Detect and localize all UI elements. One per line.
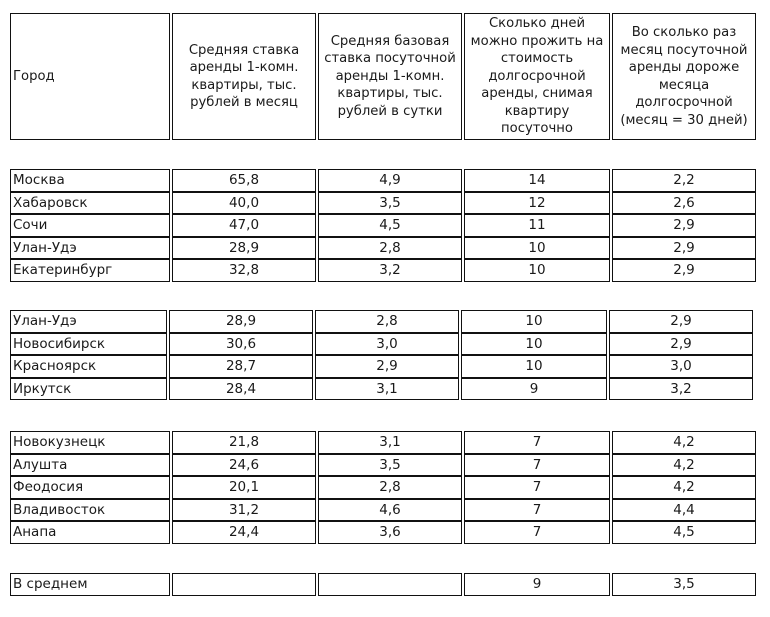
city-cell: Алушта (10, 454, 170, 477)
value-cell: 2,9 (612, 259, 756, 282)
table-row (10, 476, 756, 499)
table-row (10, 499, 756, 522)
value-cell: 10 (461, 333, 607, 356)
value-cell: 3,5 (318, 192, 462, 215)
city-cell: Новосибирск (10, 333, 167, 356)
city-cell: Улан-Удэ (10, 310, 167, 333)
table-row (10, 521, 756, 544)
header-monthly-rent: Средняя ставка аренды 1-комн. квартиры, тыс. рублей в месяц (172, 13, 316, 140)
table-row (10, 355, 756, 378)
table-row (10, 310, 756, 333)
header-daily-rent: Средняя базовая ставка посуточной аренды 1-комн. квартиры, тыс. рублей в сутки (318, 13, 462, 140)
value-cell: 4,4 (612, 499, 756, 522)
value-cell: 3,0 (315, 333, 459, 356)
city-cell: Улан-Удэ (10, 237, 170, 260)
value-cell: 3,5 (318, 454, 462, 477)
table-row (10, 192, 756, 215)
value-cell: 3,0 (609, 355, 753, 378)
value-cell: 10 (464, 237, 610, 260)
city-cell: Анапа (10, 521, 170, 544)
value-cell (172, 573, 316, 596)
table-header (10, 13, 756, 140)
value-cell: 10 (461, 310, 607, 333)
city-cell: Хабаровск (10, 192, 170, 215)
value-cell: 24,6 (172, 454, 316, 477)
value-cell: 7 (464, 431, 610, 454)
value-cell: 10 (461, 355, 607, 378)
value-cell: 4,5 (612, 521, 756, 544)
value-cell: 3,1 (315, 378, 459, 401)
city-cell: Москва (10, 169, 170, 192)
value-cell: 2,6 (612, 192, 756, 215)
value-cell: 14 (464, 169, 610, 192)
value-cell: 2,9 (609, 310, 753, 333)
table-row (10, 214, 756, 237)
value-cell: 7 (464, 476, 610, 499)
table-group-2 (10, 310, 756, 400)
value-cell: 4,5 (318, 214, 462, 237)
city-cell: Феодосия (10, 476, 170, 499)
table-row (10, 378, 756, 401)
value-cell (318, 573, 462, 596)
city-cell: Красноярск (10, 355, 167, 378)
header-days: Сколько дней можно прожить на стоимость долгосрочной аренды, снимая квартиру посуточно (464, 13, 610, 140)
value-cell: 40,0 (172, 192, 316, 215)
value-cell: 32,8 (172, 259, 316, 282)
value-cell: 31,2 (172, 499, 316, 522)
header-ratio: Во сколько раз месяц посуточной аренды дороже месяца долгосрочной (месяц = 30 дней) (612, 13, 756, 140)
city-cell: В среднем (10, 573, 170, 596)
value-cell: 4,6 (318, 499, 462, 522)
value-cell: 30,6 (169, 333, 313, 356)
table-group-average (10, 573, 756, 596)
value-cell: 4,2 (612, 476, 756, 499)
table-row (10, 454, 756, 477)
value-cell: 9 (464, 573, 610, 596)
value-cell: 3,5 (612, 573, 756, 596)
value-cell: 9 (461, 378, 607, 401)
value-cell: 2,8 (318, 237, 462, 260)
city-cell: Иркутск (10, 378, 167, 401)
value-cell: 3,6 (318, 521, 462, 544)
value-cell: 2,9 (315, 355, 459, 378)
value-cell: 65,8 (172, 169, 316, 192)
header-city: Город (10, 13, 170, 140)
value-cell: 28,4 (169, 378, 313, 401)
city-cell: Владивосток (10, 499, 170, 522)
value-cell: 28,7 (169, 355, 313, 378)
table-group-1 (10, 169, 756, 282)
table-row (10, 333, 756, 356)
value-cell: 7 (464, 454, 610, 477)
table-row (10, 169, 756, 192)
table-group-3 (10, 431, 756, 544)
value-cell: 12 (464, 192, 610, 215)
city-cell: Екатеринбург (10, 259, 170, 282)
value-cell: 28,9 (172, 237, 316, 260)
value-cell: 3,2 (609, 378, 753, 401)
value-cell: 2,9 (612, 214, 756, 237)
value-cell: 21,8 (172, 431, 316, 454)
city-cell: Новокузнецк (10, 431, 170, 454)
value-cell: 47,0 (172, 214, 316, 237)
value-cell: 3,1 (318, 431, 462, 454)
value-cell: 20,1 (172, 476, 316, 499)
table-row (10, 573, 756, 596)
value-cell: 2,8 (315, 310, 459, 333)
table-row (10, 237, 756, 260)
value-cell: 2,8 (318, 476, 462, 499)
table-row (10, 431, 756, 454)
value-cell: 7 (464, 499, 610, 522)
value-cell: 2,2 (612, 169, 756, 192)
value-cell: 4,2 (612, 454, 756, 477)
value-cell: 2,9 (612, 237, 756, 260)
value-cell: 7 (464, 521, 610, 544)
city-cell: Сочи (10, 214, 170, 237)
value-cell: 10 (464, 259, 610, 282)
value-cell: 4,9 (318, 169, 462, 192)
value-cell: 28,9 (169, 310, 313, 333)
table-row (10, 259, 756, 282)
value-cell: 24,4 (172, 521, 316, 544)
value-cell: 4,2 (612, 431, 756, 454)
value-cell: 3,2 (318, 259, 462, 282)
value-cell: 2,9 (609, 333, 753, 356)
value-cell: 11 (464, 214, 610, 237)
